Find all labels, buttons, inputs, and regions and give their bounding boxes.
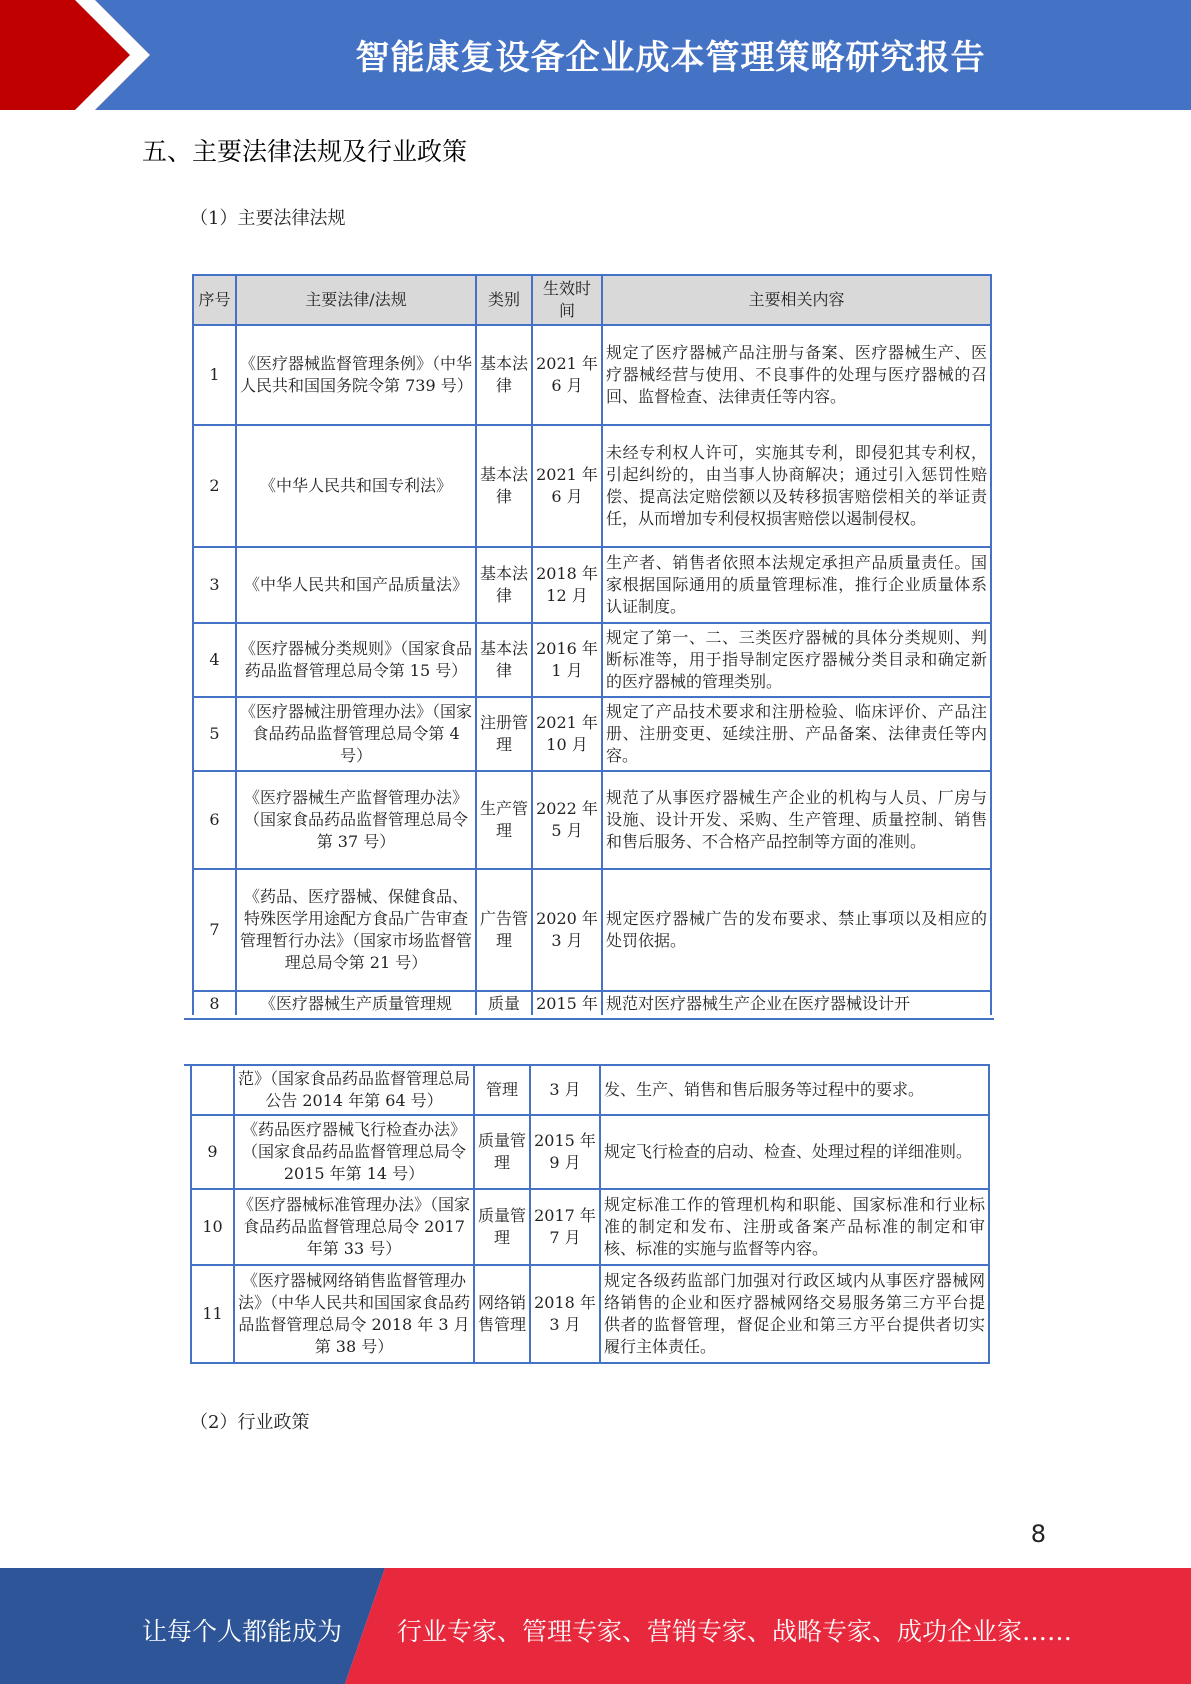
row-date: 2017 年7 月 xyxy=(530,1189,600,1265)
row-date: 2021 年10 月 xyxy=(532,697,602,771)
row-no: 4 xyxy=(193,623,236,697)
row-no: 5 xyxy=(193,697,236,771)
row-date: 2018 年3 月 xyxy=(530,1265,600,1363)
row-no: 1 xyxy=(193,325,236,425)
row-law: 《医疗器械监督管理条例》（中华人民共和国国务院令第 739 号） xyxy=(236,325,476,425)
row-content: 规定了产品技术要求和注册检验、临床评价、产品注册、注册变更、延续注册、产品备案、法律责任等内容。 xyxy=(602,697,991,771)
row-category: 质量 xyxy=(476,991,532,1015)
header-arrow-decoration xyxy=(0,0,150,110)
row-category: 基本法律 xyxy=(476,425,532,547)
row-law: 《医疗器械注册管理办法》（国家食品药品监督管理总局令第 4 号） xyxy=(236,697,476,771)
row-content: 规范对医疗器械生产企业在医疗器械设计开 xyxy=(602,991,991,1015)
table-row xyxy=(193,991,991,1015)
laws-table xyxy=(192,274,992,1015)
row-law: 《药品、医疗器械、保健食品、特殊医学用途配方食品广告审查管理暂行办法》（国家市场监督管理总局令第 21 号） xyxy=(236,869,476,991)
table-break-line xyxy=(184,1018,994,1020)
row-date: 2015 年9 月 xyxy=(530,1115,600,1189)
sub-heading-policies: （2）行业政策 xyxy=(190,1412,310,1433)
row-content: 规定标准工作的管理机构和职能、国家标准和行业标准的制定和发布、注册或备案产品标准的制定和审核、标准的实施与监督等内容。 xyxy=(600,1189,989,1265)
row-content: 规范了从事医疗器械生产企业的机构与人员、厂房与设施、设计开发、采购、生产管理、质量控制、销售和售后服务、不合格产品控制等方面的准则。 xyxy=(602,771,991,869)
row-law: 《医疗器械生产质量管理规 xyxy=(236,991,476,1015)
row-date: 2021 年6 月 xyxy=(532,325,602,425)
table-row xyxy=(193,623,991,697)
row-content: 规定医疗器械广告的发布要求、禁止事项以及相应的处罚依据。 xyxy=(602,869,991,991)
header-content: 主要相关内容 xyxy=(602,275,991,325)
row-content: 未经专利权人许可，实施其专利，即侵犯其专利权，引起纠纷的，由当事人协商解决；通过引入惩罚性赔偿、提高法定赔偿额以及转移损害赔偿相关的举证责任，从而增加专利侵权损害赔偿以遏制侵权。 xyxy=(602,425,991,547)
row-law: 《医疗器械标准管理办法》（国家食品药品监督管理总局令 2017 年第 33 号） xyxy=(234,1189,474,1265)
table-row xyxy=(193,869,991,991)
footer-slogan-right: 行业专家、管理专家、营销专家、战略专家、成功企业家…… xyxy=(397,1617,1073,1646)
page-footer xyxy=(0,1568,1191,1684)
table-row xyxy=(191,1265,989,1363)
row-law: 《医疗器械生产监督管理办法》（国家食品药品监督管理总局令第 37 号） xyxy=(236,771,476,869)
row-date: 2020 年3 月 xyxy=(532,869,602,991)
row-content: 生产者、销售者依照本法规定承担产品质量责任。国家根据国际通用的质量管理标准，推行企业质量体系认证制度。 xyxy=(602,547,991,623)
row-category: 基本法律 xyxy=(476,325,532,425)
row-date: 2015 年 xyxy=(532,991,602,1015)
row-category: 生产管理 xyxy=(476,771,532,869)
row-law: 《药品医疗器械飞行检查办法》（国家食品药品监督管理总局令 2015 年第 14 号） xyxy=(234,1115,474,1189)
row-content: 规定飞行检查的启动、检查、处理过程的详细准则。 xyxy=(600,1115,989,1189)
table-row xyxy=(193,425,991,547)
header-date: 生效时间 xyxy=(532,275,602,325)
row-category: 广告管理 xyxy=(476,869,532,991)
header-no: 序号 xyxy=(193,275,236,325)
table-row xyxy=(193,771,991,869)
row-law: 范》（国家食品药品监督管理总局公告 2014 年第 64 号） xyxy=(234,1065,474,1115)
row-no: 10 xyxy=(191,1189,234,1265)
page-number: 8 xyxy=(1030,1520,1046,1548)
row-content: 发、生产、销售和售后服务等过程中的要求。 xyxy=(600,1065,989,1115)
row-date: 2021 年6 月 xyxy=(532,425,602,547)
row-date: 2022 年5 月 xyxy=(532,771,602,869)
table-row xyxy=(193,325,991,425)
row-law: 《医疗器械网络销售监督管理办法》（中华人民共和国国家食品药品监督管理总局令 2018 年 3 月第 38 号） xyxy=(234,1265,474,1363)
row-no: 7 xyxy=(193,869,236,991)
row-no: 11 xyxy=(191,1265,234,1363)
row-date: 2016 年1 月 xyxy=(532,623,602,697)
row-category: 质量管理 xyxy=(474,1189,530,1265)
row-date: 3 月 xyxy=(530,1065,600,1115)
row-law: 《医疗器械分类规则》（国家食品药品监督管理总局令第 15 号） xyxy=(236,623,476,697)
row-category: 基本法律 xyxy=(476,547,532,623)
row-date: 2018 年12 月 xyxy=(532,547,602,623)
table-row xyxy=(191,1115,989,1189)
row-no xyxy=(191,1065,234,1115)
row-law: 《中华人民共和国产品质量法》 xyxy=(236,547,476,623)
row-content: 规定了医疗器械产品注册与备案、医疗器械生产、医疗器械经营与使用、不良事件的处理与医疗器械的召回、监督检查、法律责任等内容。 xyxy=(602,325,991,425)
section-heading: 五、主要法律法规及行业政策 xyxy=(142,137,468,166)
row-no: 2 xyxy=(193,425,236,547)
row-no: 8 xyxy=(193,991,236,1015)
table-row xyxy=(191,1189,989,1265)
sub-heading-laws: （1）主要法律法规 xyxy=(190,208,346,229)
table-header-row xyxy=(193,275,991,325)
row-category: 基本法律 xyxy=(476,623,532,697)
row-no: 3 xyxy=(193,547,236,623)
footer-slogan-left: 让每个人都能成为 xyxy=(142,1617,343,1646)
table-row xyxy=(193,547,991,623)
row-category: 管理 xyxy=(474,1065,530,1115)
table-row xyxy=(191,1065,989,1115)
report-title: 智能康复设备企业成本管理策略研究报告 xyxy=(355,38,986,78)
row-law: 《中华人民共和国专利法》 xyxy=(236,425,476,547)
header-category: 类别 xyxy=(476,275,532,325)
row-category: 网络销售管理 xyxy=(474,1265,530,1363)
table-row xyxy=(193,697,991,771)
row-category: 注册管理 xyxy=(476,697,532,771)
row-category: 质量管理 xyxy=(474,1115,530,1189)
row-content: 规定各级药监部门加强对行政区域内从事医疗器械网络销售的企业和医疗器械网络交易服务第三方平台提供者的监督管理，督促企业和第三方平台提供者切实履行主体责任。 xyxy=(600,1265,989,1363)
row-no: 6 xyxy=(193,771,236,869)
page-header xyxy=(0,0,1191,110)
header-law: 主要法律/法规 xyxy=(236,275,476,325)
row-no: 9 xyxy=(191,1115,234,1189)
laws-table-continued xyxy=(190,1065,990,1364)
row-content: 规定了第一、二、三类医疗器械的具体分类规则、判断标准等，用于指导制定医疗器械分类目录和确定新的医疗器械的管理类别。 xyxy=(602,623,991,697)
